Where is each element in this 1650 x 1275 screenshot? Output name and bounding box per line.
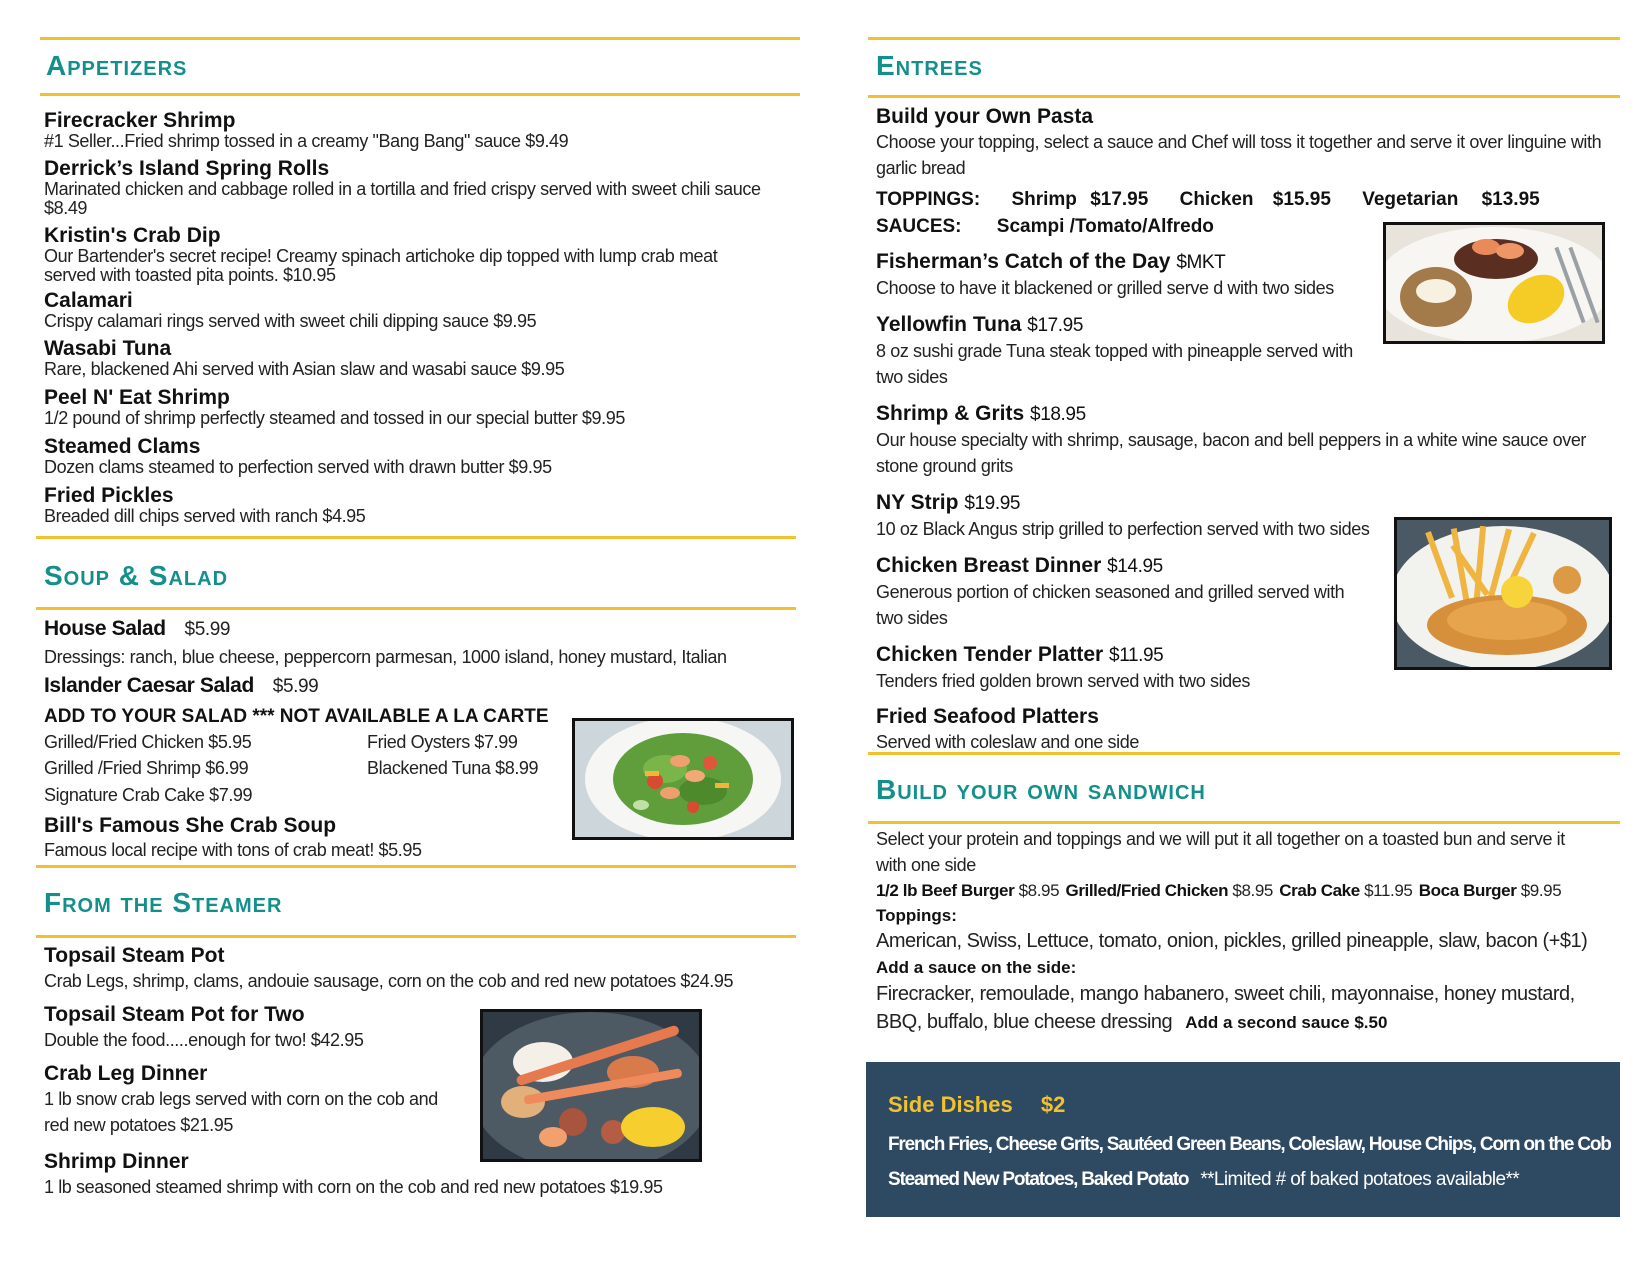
side-note: **Limited # of baked potatoes available** [1200, 1169, 1520, 1190]
item-price: $MKT [1176, 252, 1226, 273]
side-dishes-line-2 [888, 1169, 1519, 1191]
caesar-salad [44, 674, 318, 698]
addon-right-1: Fried Oysters $7.99 [367, 732, 518, 752]
item-desc: garlic bread [876, 158, 966, 178]
item-desc: 1/2 pound of shrimp perfectly steamed and tossed in our special butter $9.95 [44, 408, 625, 428]
sandwich-sauce-label: Add a sauce on the side: [876, 958, 1077, 977]
item-name: House Salad [44, 617, 166, 640]
item-desc: Our house specialty with shrimp, sausage, bacon and bell peppers in a white wine sauce over [876, 430, 1587, 450]
side-dishes-title [888, 1092, 1065, 1118]
soup-top-rule [36, 536, 796, 539]
sandwich-sauces-2 [876, 1011, 1387, 1034]
menu-item [44, 290, 800, 331]
steak-photo [1383, 222, 1605, 344]
sandwich-top-rule [868, 752, 1620, 755]
item-desc: Breaded dill chips served with ranch $4.95 [44, 506, 366, 526]
sauces-text: BBQ, buffalo, blue cheese dressing [876, 1011, 1173, 1033]
second-sauce: Add a second sauce $.50 [1185, 1013, 1388, 1032]
item-price: $5.99 [184, 619, 231, 640]
item-desc: Famous local recipe with tons of crab meat! $5.95 [44, 840, 422, 860]
menu-item [44, 158, 800, 218]
appetizers-title: Appetizers [46, 50, 188, 81]
item-name: Bill's Famous She Crab Soup [44, 814, 337, 837]
item-name: Fried Seafood Platters [876, 705, 1099, 728]
house-salad [44, 617, 230, 641]
item-name: Calamari [44, 289, 133, 312]
addon-left-2: Grilled /Fried Shrimp $6.99 [44, 758, 249, 778]
soup-bottom-rule [36, 607, 796, 610]
protein-price: $11.95 [1364, 881, 1413, 900]
item-desc: Our Bartender's secret recipe! Creamy spinach artichoke dip topped with lump crab meat served with toasted pita points. $10.95 [44, 246, 718, 285]
item-desc: 1 lb snow crab legs served with corn on the cob and [44, 1089, 438, 1109]
item-name: Topsail Steam Pot [44, 944, 225, 967]
item-name: Kristin's Crab Dip [44, 224, 221, 247]
item-desc: Choose to have it blackened or grilled serve d with two sides [876, 278, 1334, 298]
item-name: Crab Leg Dinner [44, 1062, 208, 1085]
item-name: Peel N' Eat Shrimp [44, 386, 230, 409]
item-name: Fisherman’s Catch of the Day [876, 250, 1171, 273]
item-desc: Served with coleslaw and one side [876, 732, 1139, 752]
topping-name: Shrimp [1011, 189, 1077, 210]
item-name: Fried Pickles [44, 484, 174, 507]
protein-name: Boca Burger [1418, 881, 1517, 900]
protein-price: $9.95 [1520, 881, 1562, 900]
toppings-label: TOPPINGS: [876, 189, 981, 210]
item-desc: 8 oz sushi grade Tuna steak topped with pineapple served with [876, 341, 1353, 361]
item-name: Firecracker Shrimp [44, 109, 236, 132]
addon-left-1: Grilled/Fried Chicken $5.95 [44, 732, 252, 752]
item-name: Shrimp & Grits [876, 402, 1025, 425]
topping-price: $15.95 [1272, 189, 1331, 210]
item-desc: Double the food.....enough for two! $42.95 [44, 1030, 364, 1050]
protein-price: $8.95 [1232, 881, 1273, 900]
menu-item [44, 225, 800, 285]
item-name: Derrick’s Island Spring Rolls [44, 157, 330, 180]
sandwich-desc-2: with one side [876, 855, 976, 875]
side-dishes-box [866, 1062, 1620, 1217]
protein-name: Crab Cake [1279, 881, 1360, 900]
item-name: NY Strip [876, 491, 959, 514]
menu-item [876, 403, 1620, 476]
sandwich-title: Build your own sandwich [876, 774, 1206, 805]
item-desc: Dozen clams steamed to perfection served with drawn butter $9.95 [44, 457, 552, 477]
steam-pot-photo [480, 1009, 702, 1162]
topping-name: Chicken [1179, 189, 1254, 210]
entrees-bottom-rule [868, 95, 1620, 98]
item-desc: two sides [876, 608, 948, 628]
sandwich-sauces-1: Firecracker, remoulade, mango habanero, sweet chili, mayonnaise, honey mustard, [876, 983, 1575, 1005]
dressings-line: Dressings: ranch, blue cheese, peppercorn parmesan, 1000 island, honey mustard, Italian [44, 647, 727, 667]
item-name: Topsail Steam Pot for Two [44, 1003, 305, 1026]
fish-chips-photo [1394, 517, 1612, 670]
appetizers-bottom-rule [40, 93, 800, 96]
item-desc: Marinated chicken and cabbage rolled in a tortilla and fried crispy served with sweet chili sauce $8.49 [44, 179, 761, 218]
item-desc: red new potatoes $21.95 [44, 1115, 233, 1135]
steamer-title: From the Steamer [44, 887, 283, 918]
item-price: $5.99 [272, 676, 319, 697]
topping-price: $13.95 [1481, 189, 1540, 210]
addon-right-2: Blackened Tuna $8.99 [367, 758, 539, 778]
topping-price: $17.95 [1090, 189, 1149, 210]
entrees-top-rule [868, 37, 1620, 40]
item-desc: two sides [876, 367, 948, 387]
item-name: Islander Caesar Salad [44, 674, 254, 697]
entrees-title: Entrees [876, 50, 983, 81]
protein-name: 1/2 lb Beef Burger [876, 881, 1015, 900]
item-desc: Tenders fried golden brown served with two sides [876, 671, 1251, 691]
item-name-row [876, 492, 1620, 515]
side-title-text: Side Dishes [888, 1092, 1013, 1117]
protein-price: $8.95 [1018, 881, 1060, 900]
pasta-item [876, 106, 1620, 178]
item-name: Chicken Tender Platter [876, 643, 1104, 666]
sandwich-toppings-label: Toppings: [876, 906, 957, 925]
item-name: Wasabi Tuna [44, 337, 172, 360]
menu-item [44, 110, 800, 151]
item-name: Steamed Clams [44, 435, 201, 458]
side-price: $2 [1040, 1092, 1066, 1117]
item-price: $19.95 [964, 493, 1021, 514]
salad-addon-title: ADD TO YOUR SALAD *** NOT AVAILABLE A LA CARTE [44, 706, 549, 727]
item-desc: #1 Seller...Fried shrimp tossed in a creamy "Bang Bang" sauce $9.49 [44, 131, 569, 151]
item-desc: Rare, blackened Ahi served with Asian slaw and wasabi sauce $9.95 [44, 359, 565, 379]
menu-item [44, 436, 800, 477]
menu-item [44, 485, 800, 526]
item-name: Yellowfin Tuna [876, 313, 1022, 336]
appetizers-top-rule [40, 37, 800, 40]
steamer-top-rule [36, 865, 796, 868]
item-name: Build your Own Pasta [876, 105, 1094, 128]
item-desc: Choose your topping, select a sauce and Chef will toss it together and serve it over linguine with [876, 132, 1602, 152]
sauces-label: SAUCES: [876, 216, 962, 237]
item-desc: Generous portion of chicken seasoned and grilled served with [876, 582, 1345, 602]
item-price: $17.95 [1027, 315, 1084, 336]
side-line-text: Steamed New Potatoes, Baked Potato [888, 1169, 1189, 1190]
side-dishes-line-1: French Fries, Cheese Grits, Sautéed Green Beans, Coleslaw, House Chips, Corn on the Cob [888, 1134, 1611, 1155]
soup-salad-title: Soup & Salad [44, 560, 229, 591]
item-desc: stone ground grits [876, 456, 1013, 476]
item-desc: 10 oz Black Angus strip grilled to perfection served with two sides [876, 519, 1370, 539]
salad-photo [572, 718, 794, 840]
item-name: Chicken Breast Dinner [876, 554, 1102, 577]
item-name-row [876, 403, 1620, 426]
item-desc: Crab Legs, shrimp, clams, andouie sausage, corn on the cob and red new potatoes $24.95 [44, 971, 734, 991]
menu-item [876, 706, 1620, 752]
sandwich-bottom-rule [868, 821, 1620, 824]
sandwich-proteins [876, 881, 1561, 901]
menu-item [44, 945, 800, 991]
item-name: Shrimp Dinner [44, 1150, 189, 1173]
steamer-bottom-rule [36, 935, 796, 938]
sandwich-desc-1: Select your protein and toppings and we will put it all together on a toasted bun and serve it [876, 829, 1565, 849]
item-desc: Crispy calamari rings served with sweet chili dipping sauce $9.95 [44, 311, 537, 331]
item-price: $11.95 [1109, 645, 1164, 666]
item-price: $18.95 [1030, 404, 1086, 425]
menu-item [44, 338, 800, 379]
topping-name: Vegetarian [1362, 189, 1459, 210]
item-desc: 1 lb seasoned steamed shrimp with corn on the cob and red new potatoes $19.95 [44, 1177, 663, 1197]
addon-left-3: Signature Crab Cake $7.99 [44, 785, 253, 805]
menu-item [44, 387, 800, 428]
protein-name: Grilled/Fried Chicken [1065, 881, 1229, 900]
item-price: $14.95 [1107, 556, 1163, 577]
sauces-list: Scampi /Tomato/Alfredo [996, 216, 1214, 237]
pasta-toppings [876, 189, 1540, 211]
sandwich-toppings: American, Swiss, Lettuce, tomato, onion, pickles, grilled pineapple, slaw, bacon (+$1) [876, 930, 1588, 952]
pasta-sauces [876, 216, 1214, 238]
